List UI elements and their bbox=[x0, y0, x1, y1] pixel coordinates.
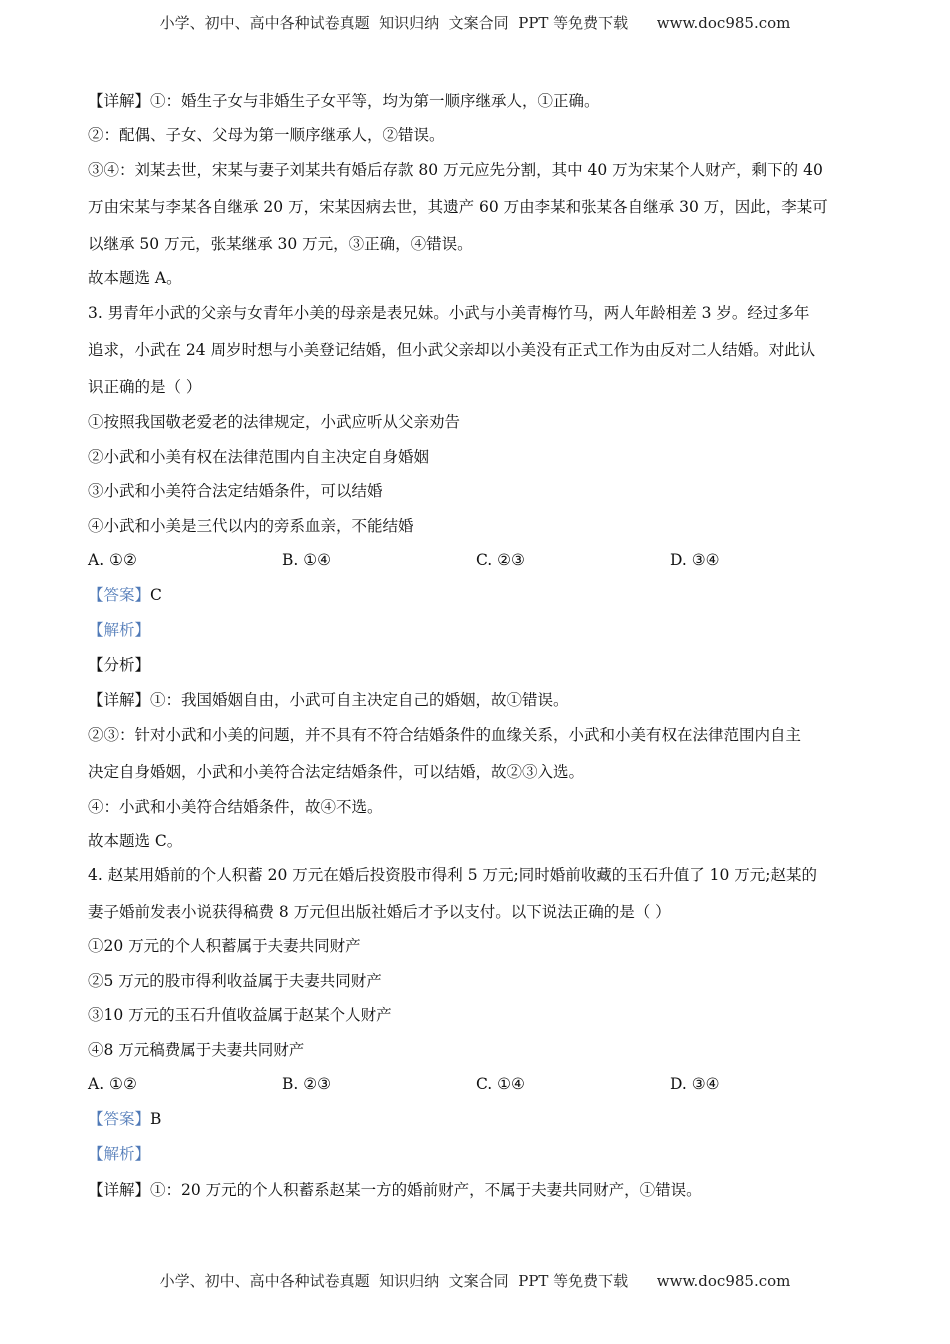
page-footer: 小学、初中、高中各种试卷真题 知识归纳 文案合同 PPT 等免费下载 www.doc985.com bbox=[159, 1272, 791, 1290]
text-line: 故本题选 A。 bbox=[88, 269, 182, 287]
option-b: B. ①④ bbox=[282, 551, 332, 569]
question-4-answer bbox=[88, 1109, 864, 1129]
text-line: 以继承 50 万元，张某继承 30 万元，③正确，④错误。 bbox=[88, 235, 473, 253]
text-line: 【分析】 bbox=[88, 656, 151, 674]
text-line: 【详解】①：婚生子女与非婚生子女平等，均为第一顺序继承人，①正确。 bbox=[88, 92, 600, 110]
question-3-stem: 追求，小武在 24 周岁时想与小美登记结婚，但小武父亲却以小美没有正式工作为由反对二人结婚。对此认 bbox=[88, 341, 816, 359]
option-c: C. ①④ bbox=[476, 1075, 525, 1093]
analysis-label: 【解析】 bbox=[88, 621, 151, 639]
question-4-stem: 4. 赵某用婚前的个人积蓄 20 万元在婚后投资股市得利 5 万元;同时婚前收藏的玉石升值了 10 万元;赵某的 bbox=[88, 866, 818, 884]
question-4-statement: ④8 万元稿费属于夫妻共同财产 bbox=[88, 1041, 305, 1059]
option-d: D. ③④ bbox=[670, 1075, 720, 1093]
answer-value: B bbox=[150, 1110, 162, 1128]
question-4-stem: 妻子婚前发表小说获得稿费 8 万元但出版社婚后才予以支付。以下说法正确的是（ ） bbox=[88, 903, 671, 921]
question-3-statement: ④小武和小美是三代以内的旁系血亲，不能结婚 bbox=[88, 517, 414, 535]
question-3-statement: ②小武和小美有权在法律范围内自主决定自身婚姻 bbox=[88, 448, 430, 466]
question-3-statement: ①按照我国敬老爱老的法律规定，小武应听从父亲劝告 bbox=[88, 413, 461, 431]
question-3-stem: 3. 男青年小武的父亲与女青年小美的母亲是表兄妹。小武与小美青梅竹马，两人年龄相差 3 岁。经过多年 bbox=[88, 304, 810, 322]
option-b: B. ②③ bbox=[282, 1075, 332, 1093]
text-line: 决定自身婚姻，小武和小美符合法定结婚条件，可以结婚，故②③入选。 bbox=[88, 763, 585, 781]
question-3-statement: ③小武和小美符合法定结婚条件，可以结婚 bbox=[88, 482, 383, 500]
page-header: 小学、初中、高中各种试卷真题 知识归纳 文案合同 PPT 等免费下载 www.doc985.com bbox=[159, 14, 791, 32]
answer-value: C bbox=[150, 586, 162, 604]
option-d: D. ③④ bbox=[670, 551, 720, 569]
option-c: C. ②③ bbox=[476, 551, 525, 569]
option-a: A. ①② bbox=[88, 551, 137, 569]
analysis-label: 【解析】 bbox=[88, 1145, 151, 1163]
question-4-statement: ②5 万元的股市得利收益属于夫妻共同财产 bbox=[88, 972, 382, 990]
question-4-statement: ③10 万元的玉石升值收益属于赵某个人财产 bbox=[88, 1006, 392, 1024]
option-a: A. ①② bbox=[88, 1075, 137, 1093]
text-line: ③④：刘某去世，宋某与妻子刘某共有婚后存款 80 万元应先分割，其中 40 万为宋某个人财产，剩下的 40 bbox=[88, 161, 823, 179]
question-3-answer bbox=[88, 585, 864, 605]
text-line: 万由宋某与李某各自继承 20 万，宋某因病去世，其遗产 60 万由李某和张某各自继承 30 万，因此，李某可 bbox=[88, 198, 828, 216]
text-line: 【详解】①：我国婚姻自由，小武可自主决定自己的婚姻，故①错误。 bbox=[88, 691, 569, 709]
text-line: 故本题选 C。 bbox=[88, 832, 183, 850]
text-line: 【详解】①：20 万元的个人积蓄系赵某一方的婚前财产，不属于夫妻共同财产，①错误。 bbox=[88, 1181, 702, 1199]
text-line: ②③：针对小武和小美的问题，并不具有不符合结婚条件的血缘关系，小武和小美有权在法律范围内自主 bbox=[88, 726, 802, 744]
answer-label: 【答案】 bbox=[88, 1110, 151, 1128]
text-line: ②：配偶、子女、父母为第一顺序继承人，②错误。 bbox=[88, 126, 445, 144]
question-3-stem: 识正确的是（ ） bbox=[88, 378, 202, 396]
question-4-statement: ①20 万元的个人积蓄属于夫妻共同财产 bbox=[88, 937, 361, 955]
answer-label: 【答案】 bbox=[88, 586, 151, 604]
text-line: ④：小武和小美符合结婚条件，故④不选。 bbox=[88, 798, 383, 816]
